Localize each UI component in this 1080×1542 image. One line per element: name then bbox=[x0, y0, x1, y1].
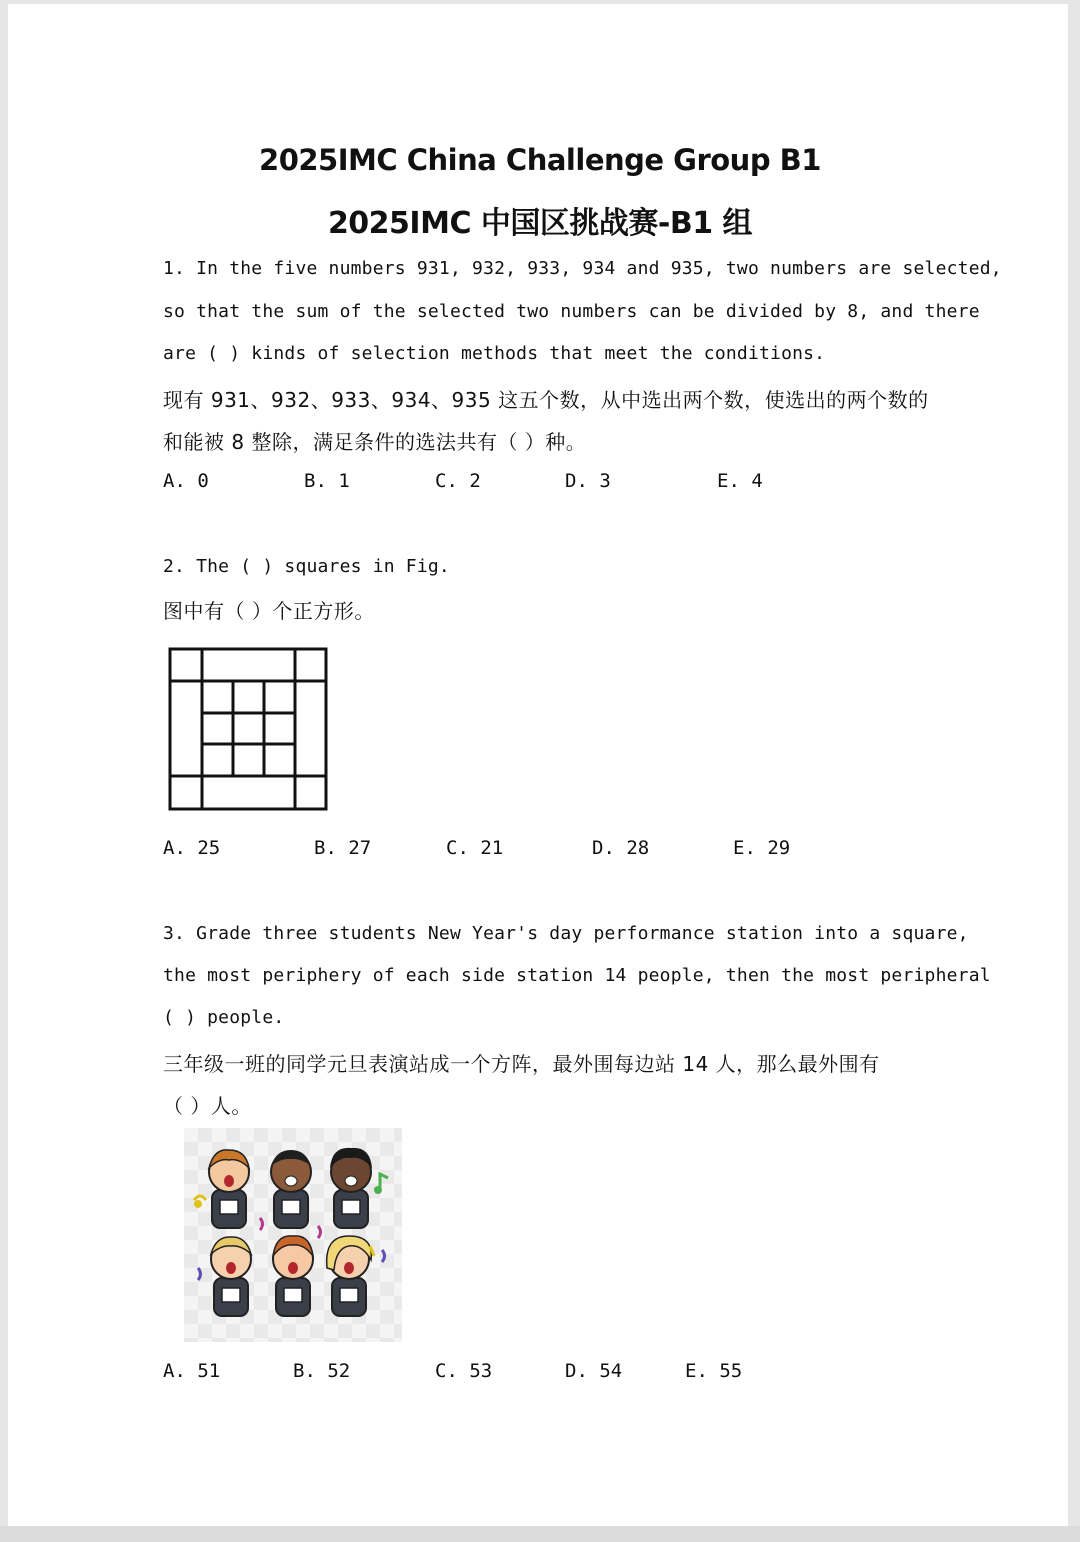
q3-option-e: E. 55 bbox=[685, 1360, 743, 1382]
q1-option-c: C. 2 bbox=[435, 470, 481, 492]
singer-6 bbox=[327, 1236, 372, 1316]
q1-chinese-line-2: 和能被 8 整除，满足条件的选法共有（ ）种。 bbox=[163, 430, 587, 454]
title-chinese: 2025IMC 中国区挑战赛-B1 组 bbox=[327, 206, 753, 241]
choir-illustration bbox=[184, 1128, 402, 1342]
q1-english-line-1: 1. In the five numbers 931, 932, 933, 934 and 935, two numbers are selected, bbox=[163, 258, 1002, 279]
q3-english-line-2: the most periphery of each side station 14 people, then the most peripheral bbox=[163, 965, 991, 986]
q1-english-line-2: so that the sum of the selected two numbers can be divided by 8, and there bbox=[163, 301, 980, 322]
q1-option-d: D. 3 bbox=[565, 470, 611, 492]
singer-1 bbox=[209, 1150, 249, 1228]
q1-option-b: B. 1 bbox=[304, 470, 350, 492]
singer-4 bbox=[211, 1237, 251, 1316]
singers-drawing bbox=[184, 1128, 402, 1342]
bottom-edge bbox=[0, 1526, 1080, 1542]
squares-figure bbox=[168, 647, 330, 813]
q3-option-a: A. 51 bbox=[163, 1360, 221, 1382]
q3-chinese-line-1: 三年级一班的同学元旦表演站成一个方阵，最外围每边站 14 人，那么最外围有 bbox=[163, 1052, 880, 1076]
q1-option-e: E. 4 bbox=[717, 470, 763, 492]
q3-option-c: C. 53 bbox=[435, 1360, 493, 1382]
q2-option-a: A. 25 bbox=[163, 837, 221, 859]
singer-2 bbox=[271, 1150, 311, 1228]
q1-option-a: A. 0 bbox=[163, 470, 209, 492]
singer-5 bbox=[273, 1236, 313, 1316]
q2-option-c: C. 21 bbox=[446, 837, 504, 859]
singer-3 bbox=[330, 1148, 372, 1228]
q2-option-b: B. 27 bbox=[314, 837, 372, 859]
title-english: 2025IMC China Challenge Group B1 bbox=[259, 143, 821, 177]
q3-english-line-1: 3. Grade three students New Year's day performance station into a square, bbox=[163, 923, 969, 944]
q2-option-e: E. 29 bbox=[733, 837, 791, 859]
q2-english-line: 2. The ( ) squares in Fig. bbox=[163, 556, 450, 577]
q1-chinese-line-1: 现有 931、932、933、934、935 这五个数，从中选出两个数，使选出的两个数的 bbox=[163, 388, 929, 412]
q3-chinese-line-2: （ ）人。 bbox=[163, 1094, 252, 1118]
q1-english-line-3: are ( ) kinds of selection methods that meet the conditions. bbox=[163, 343, 826, 364]
q2-option-d: D. 28 bbox=[592, 837, 650, 859]
q3-english-line-3: ( ) people. bbox=[163, 1007, 285, 1028]
q3-option-d: D. 54 bbox=[565, 1360, 623, 1382]
q2-chinese-line: 图中有（ ）个正方形。 bbox=[163, 599, 375, 623]
q3-option-b: B. 52 bbox=[293, 1360, 351, 1382]
